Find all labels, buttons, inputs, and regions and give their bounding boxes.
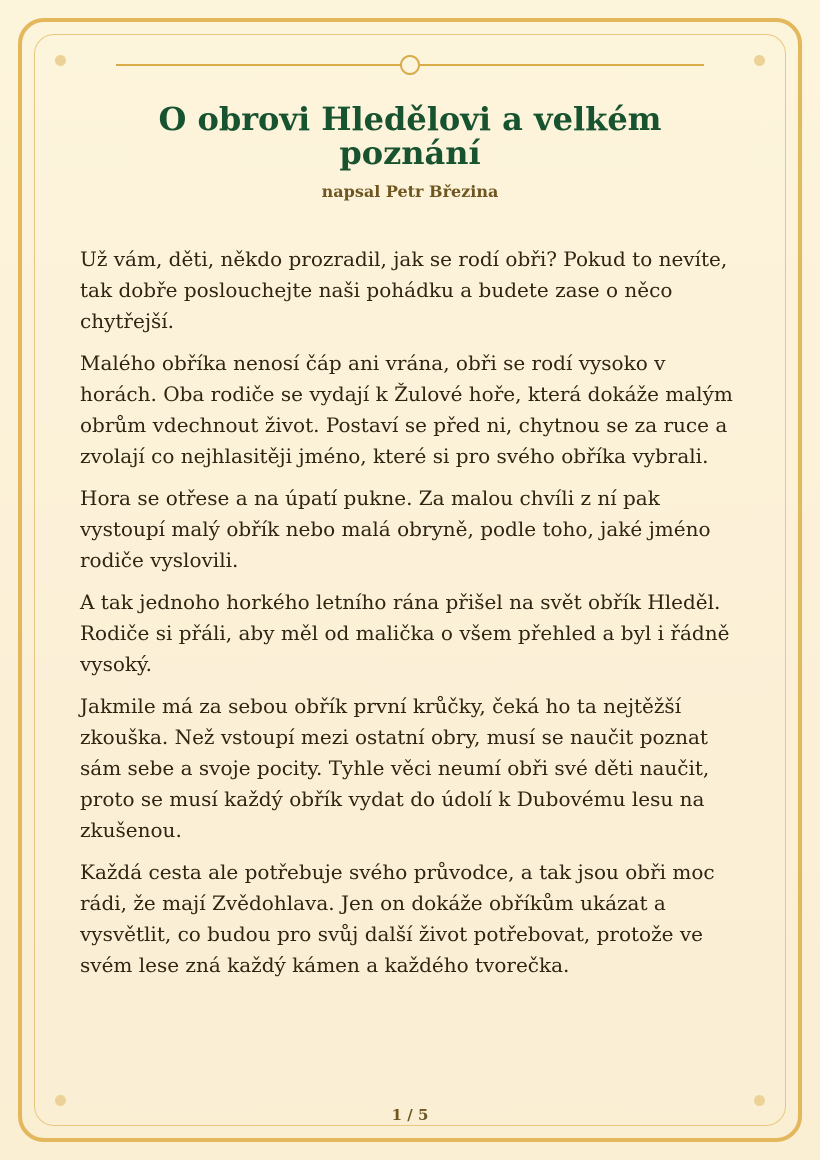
story-text	[80, 244, 742, 992]
author-line: napsal Petr Březina	[321, 182, 499, 201]
header-ornament-circle	[400, 55, 420, 75]
story-paragraph: Malého obříka nenosí čáp ani vrána, obři se rodí vysoko v horách. Oba rodiče se vydají k Žulové hoře, která dokáže malým obrům vdechnout život. Postaví se před ni, chytnou se za ruce a zvolají co nejhlasitěji jméno, které si pro svého obříka vybrali.	[80, 351, 733, 468]
page-indicator: 1 / 5	[391, 1106, 429, 1124]
story-paragraph: A tak jednoho horkého letního rána přišel na svět obřík Hleděl. Rodiče si přáli, aby měl od malička o všem přehled a byl i řádně vysoký.	[80, 590, 730, 676]
page-title: O obrovi Hledělovi a velkém poznání	[158, 100, 662, 172]
story-paragraph: Jakmile má za sebou obřík první krůčky, čeká ho ta nejtěžší zkouška. Než vstoupí mezi ostatní obry, musí se naučit poznat sám sebe a svoje pocity. Tyhle věci neumí obři své děti naučit, proto se musí každý obřík vydat do údolí k Dubovému lesu na zkušenou.	[80, 694, 710, 842]
corner-dot-top-left	[55, 55, 66, 66]
story-paragraph: Každá cesta ale potřebuje svého průvodce, a tak jsou obři moc rádi, že mají Zvědohlava. Jen on dokáže obříkům ukázat a vysvětlit, co budou pro svůj další život potřebovat, protože ve svém lese zná každý kámen a každého tvorečka.	[80, 860, 715, 977]
story-paragraph: Hora se otřese a na úpatí pukne. Za malou chvíli z ní pak vystoupí malý obřík nebo malá obryně, podle toho, jaké jméno rodiče vyslovili.	[80, 486, 711, 572]
corner-dot-top-right	[754, 55, 765, 66]
story-paragraph: Už vám, děti, někdo prozradil, jak se rodí obři? Pokud to nevíte, tak dobře poslouchejte naši pohádku a budete zase o něco chytřejší.	[80, 247, 728, 333]
